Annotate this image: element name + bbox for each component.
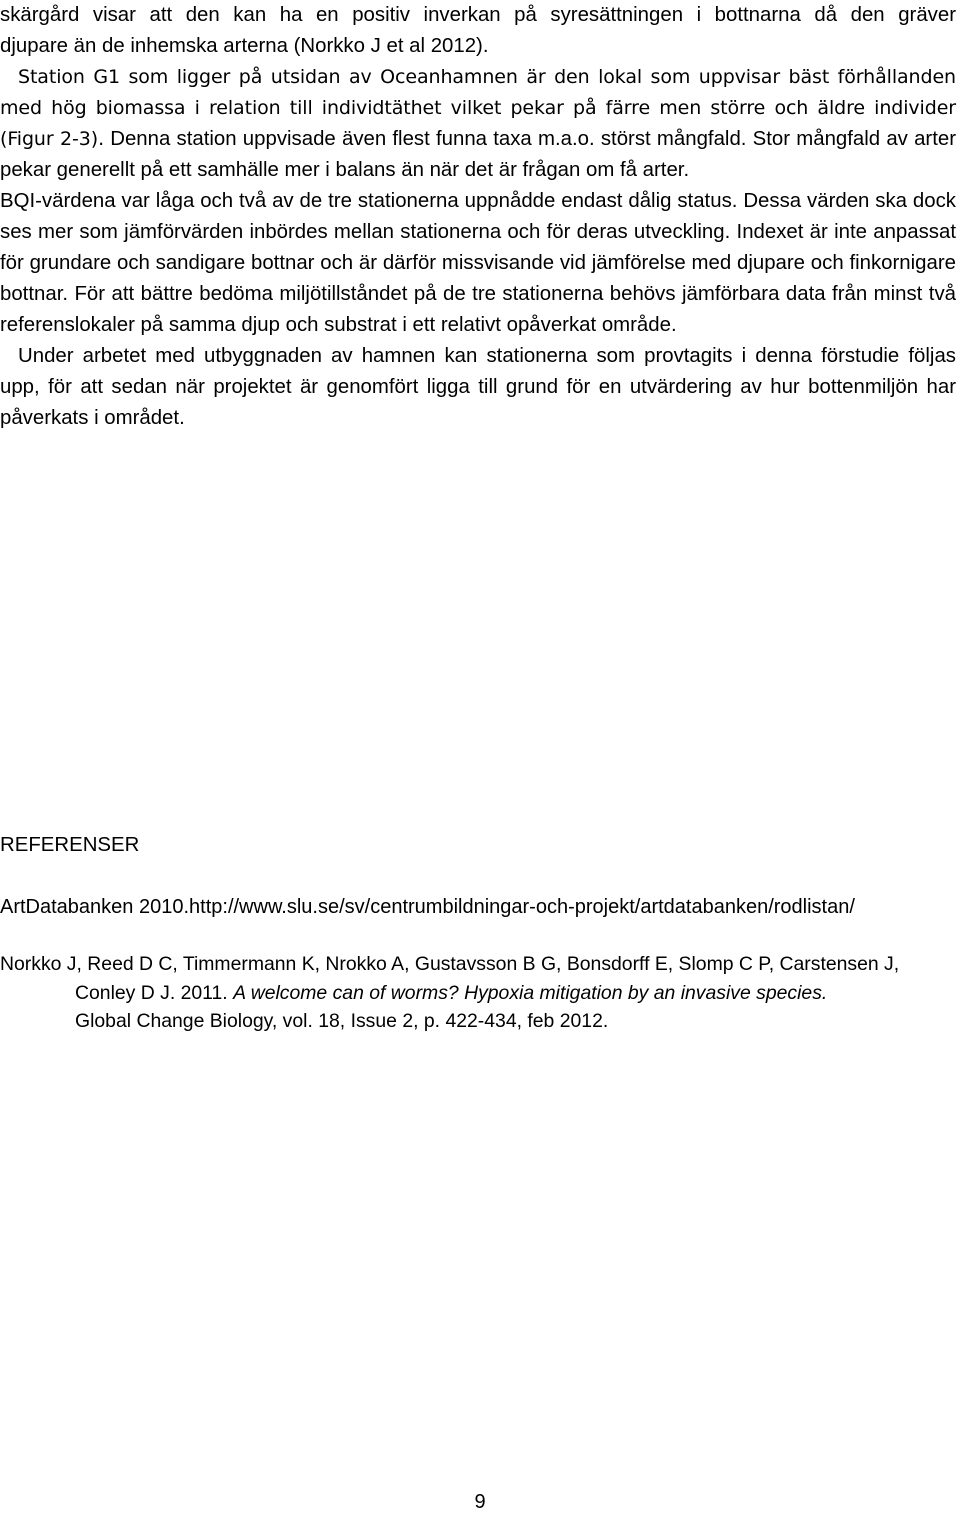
reference-line <box>0 979 958 1008</box>
reference-line: Norkko J, Reed D C, Timmermann K, Nrokko A, Gustavsson B G, Bonsdorff E, Slomp C P, Carstensen J, <box>0 953 900 975</box>
paragraph-conclusion: Under arbetet med utbyggnaden av hamnen kan stationerna som provtagits i denna förstudie följas upp, för att sedan när projektet är genomfört ligga till grund för en utvärdering av hur bottenmiljön har påverkats i området. <box>0 345 956 429</box>
reference-norkko <box>0 950 958 1036</box>
paragraph-station-g1 <box>0 62 956 186</box>
paragraph-sentence: Station G1 som ligger på utsidan av Oceanhamnen är den lokal som uppvisar bäst förhållanden med hög biomassa i relation till individtäthet vilket pekar på färre men större och äldre individer (Figur 2-3). <box>0 66 956 150</box>
paragraph-continuation-end <box>0 31 956 62</box>
page-number: 9 <box>474 1491 486 1513</box>
reference-text: Conley D J. 2011. <box>75 981 234 1004</box>
paragraph-continuation <box>0 0 956 31</box>
references-heading: REFERENSER <box>0 834 140 856</box>
paragraph-line: skärgård visar att den kan ha en positiv inverkan på syresättningen i bottnarna då den gräver <box>0 4 956 26</box>
reference-title-italic: A welcome can of worms? Hypoxia mitigation by an invasive species. <box>233 981 828 1004</box>
paragraph-line: djupare än de inhemska arterna (Norkko J et al 2012). <box>0 35 489 57</box>
paragraph-sentence: Denna station uppvisade även flest funna taxa m.a.o. störst mångfald. Stor mångfald av arter pekar generellt på ett samhälle mer i balans än när det är frågan om få arter. <box>0 128 957 181</box>
body-text <box>0 0 956 434</box>
paragraph-bqi: BQI-värdena var låga och två av de tre stationerna uppnådde endast dålig status. Dessa värden ska dock ses mer som jämförvärden inbördes mellan stationerna och för deras utveckling. Indexet är inte anpassat för grundare och sandigare bottnar och är därför missvisande vid jämförelse med djupare och finkornigare bottnar. För att bättre bedöma miljötillståndet på de tre stationerna behövs jämförbara data från minst två referenslokaler på samma djup och substrat i ett relativt opåverkat område. <box>0 190 956 336</box>
reference-line: Global Change Biology, vol. 18, Issue 2, p. 422-434, feb 2012. <box>75 1010 609 1032</box>
reference-artdatabanken: ArtDatabanken 2010.http://www.slu.se/sv/centrumbildningar-och-projekt/artdatabanken/rodlistan/ <box>0 896 855 918</box>
